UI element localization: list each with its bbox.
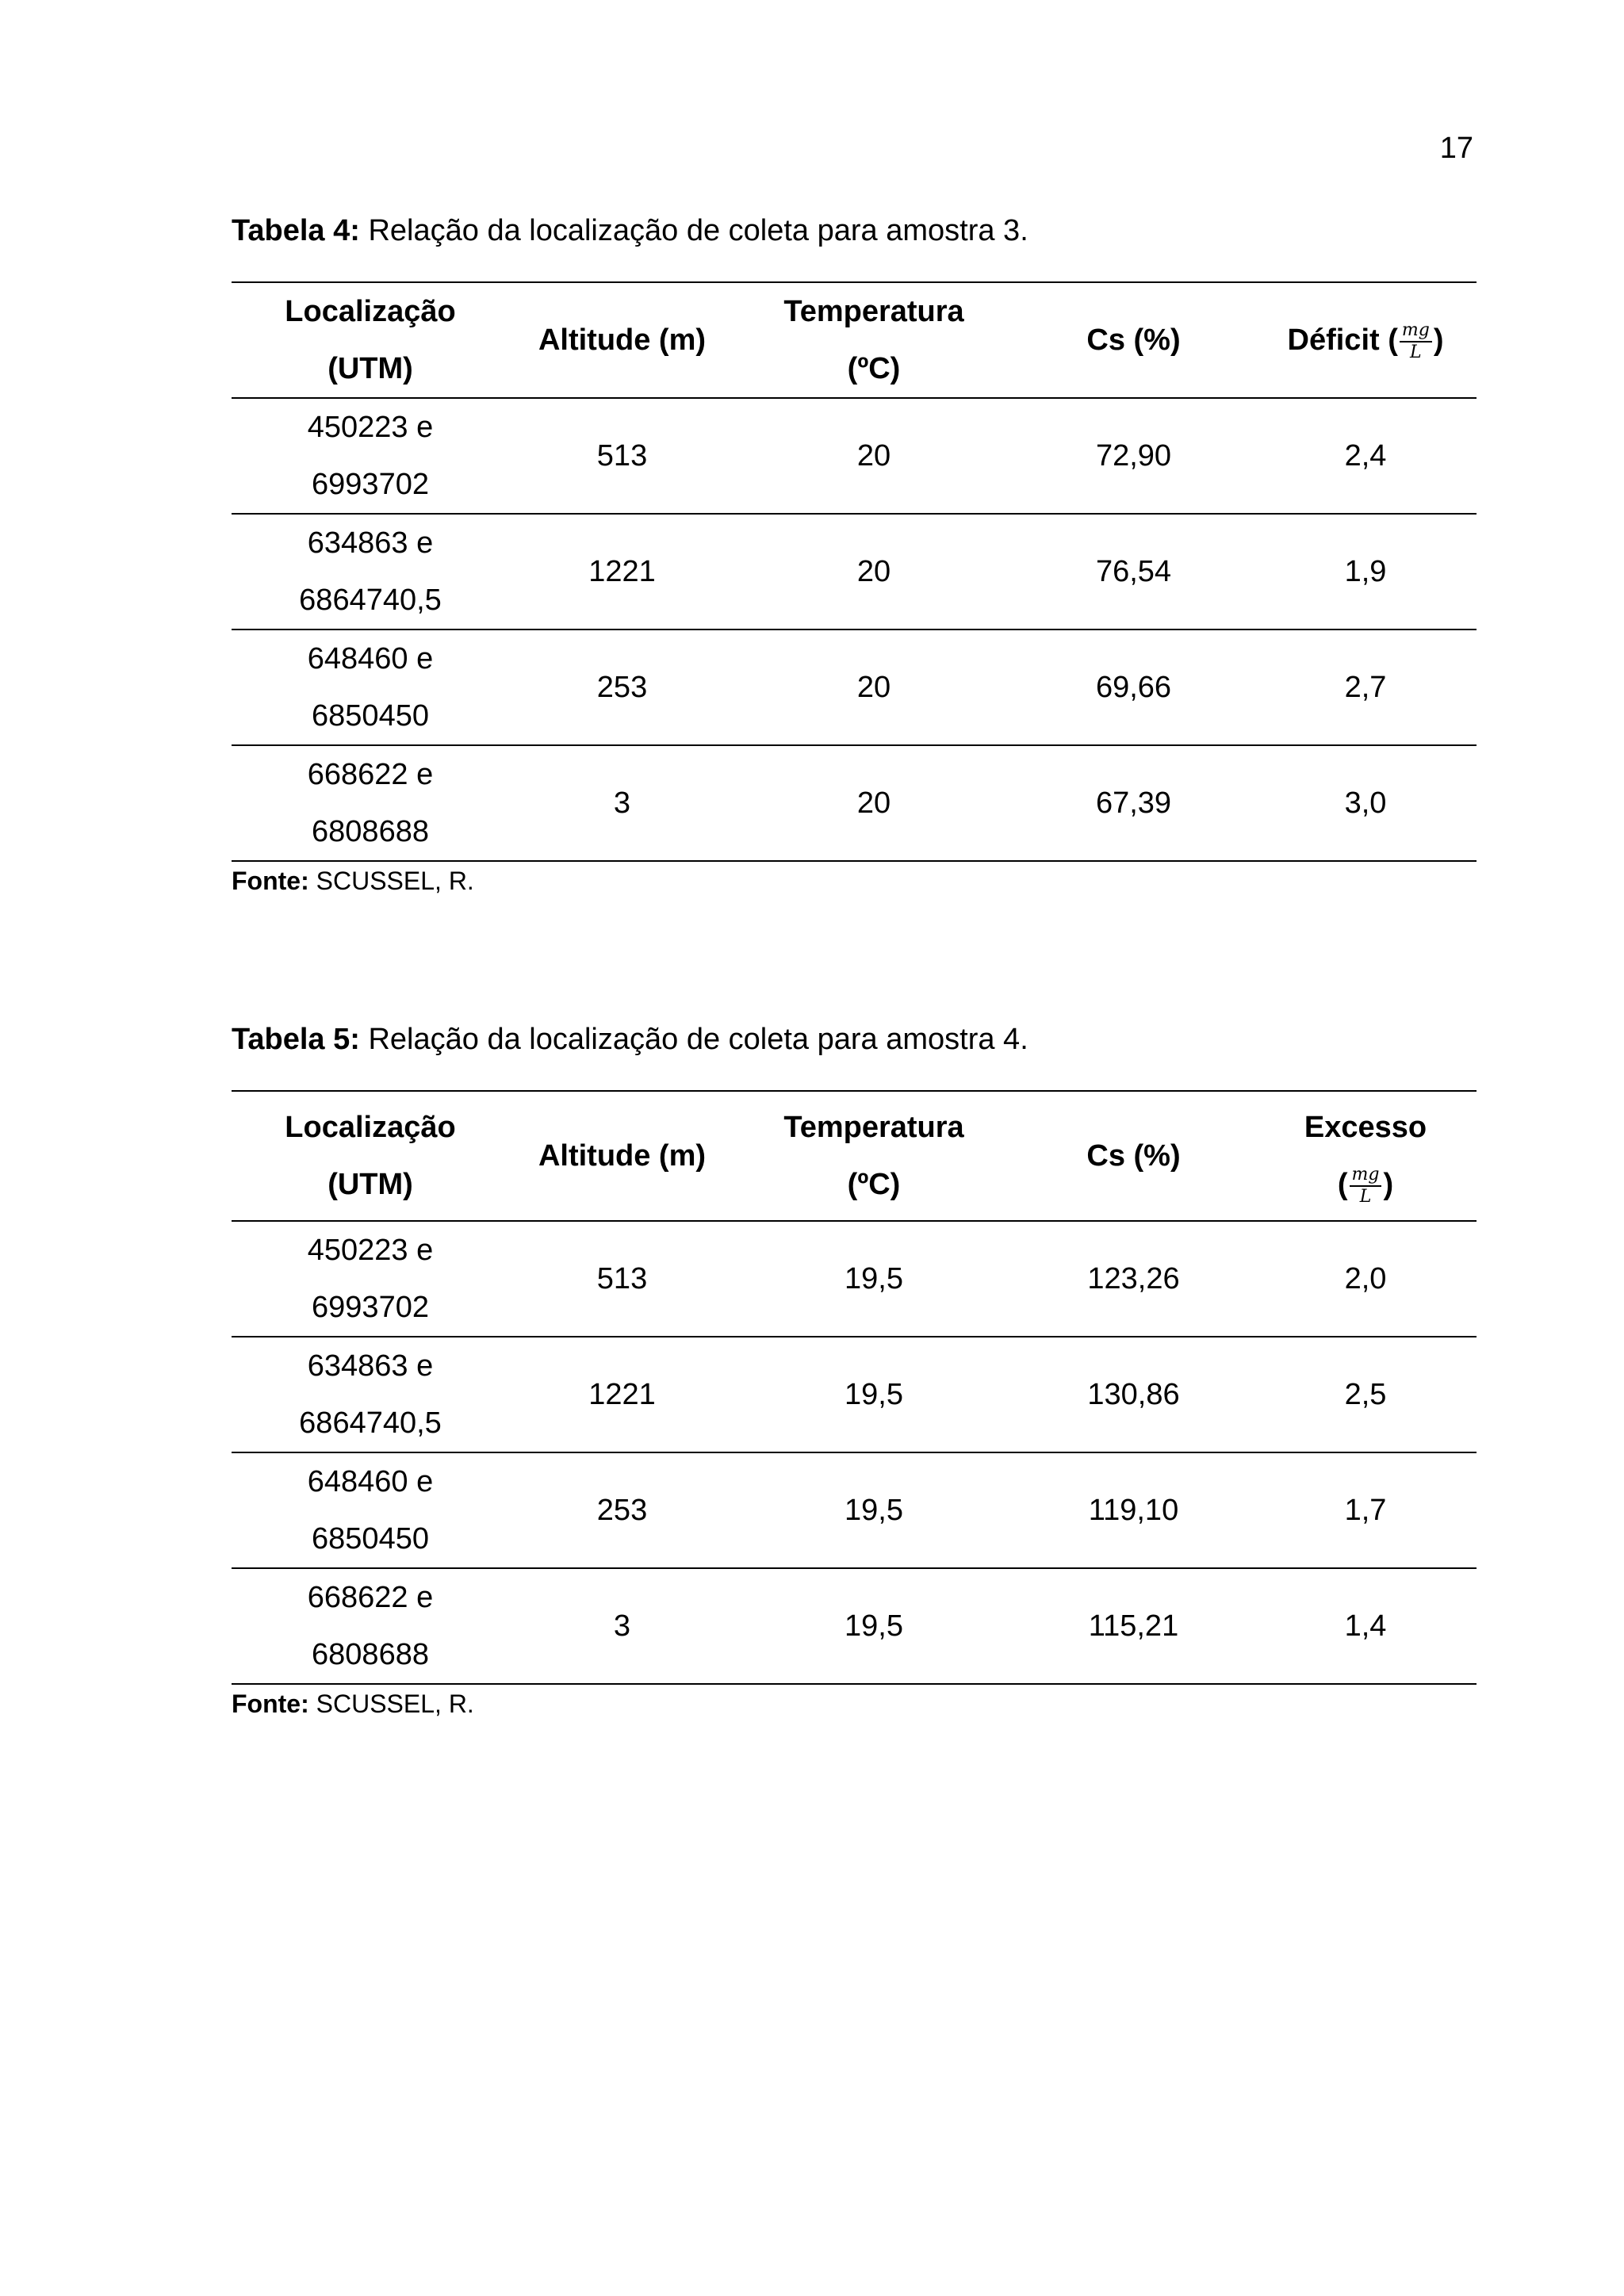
cell-deficit: 2,7 xyxy=(1254,629,1477,745)
cell-location: 668622 e 6808688 xyxy=(232,745,509,861)
cell-excess: 2,0 xyxy=(1254,1221,1477,1337)
table-5-block xyxy=(232,1024,1477,1716)
table-row xyxy=(232,629,1477,745)
unit-fraction: $\frac{mg}{L}$ xyxy=(1350,1166,1382,1206)
source-text: SCUSSEL, R. xyxy=(308,1689,474,1718)
cell-deficit: 1,9 xyxy=(1254,514,1477,629)
header-cs: Cs (%) xyxy=(1013,282,1254,398)
cell-temperature: 20 xyxy=(735,629,1013,745)
unit-fraction: $\frac{mg}{L}$ xyxy=(1400,322,1432,362)
cell-cs: 123,26 xyxy=(1013,1221,1254,1337)
cell-excess: 1,7 xyxy=(1254,1452,1477,1568)
source-label: Fonte: xyxy=(232,867,309,895)
table-4-caption-label: Tabela 4: xyxy=(232,214,360,247)
table-header-row xyxy=(232,1091,1477,1221)
cell-cs: 72,90 xyxy=(1013,398,1254,514)
cell-excess: 1,4 xyxy=(1254,1568,1477,1684)
source-text: SCUSSEL, R. xyxy=(308,867,474,895)
table-row xyxy=(232,1221,1477,1337)
table-header-row xyxy=(232,282,1477,398)
page-number: 17 xyxy=(1439,132,1473,165)
header-altitude: Altitude (m) xyxy=(509,1091,735,1221)
cell-location: 450223 e 6993702 xyxy=(232,1221,509,1337)
cell-altitude: 513 xyxy=(509,398,735,514)
table-5-source xyxy=(232,1691,1477,1716)
cell-temperature: 19,5 xyxy=(735,1452,1013,1568)
cell-temperature: 20 xyxy=(735,398,1013,514)
table-row xyxy=(232,514,1477,629)
cell-altitude: 253 xyxy=(509,629,735,745)
cell-deficit: 3,0 xyxy=(1254,745,1477,861)
table-row xyxy=(232,398,1477,514)
cell-excess: 2,5 xyxy=(1254,1337,1477,1452)
cell-altitude: 1221 xyxy=(509,1337,735,1452)
table-row xyxy=(232,745,1477,861)
cell-temperature: 19,5 xyxy=(735,1221,1013,1337)
cell-cs: 76,54 xyxy=(1013,514,1254,629)
cell-location: 648460 e 6850450 xyxy=(232,1452,509,1568)
cell-location: 668622 e 6808688 xyxy=(232,1568,509,1684)
cell-cs: 69,66 xyxy=(1013,629,1254,745)
table-4-source xyxy=(232,868,1477,894)
cell-cs: 115,21 xyxy=(1013,1568,1254,1684)
cell-location: 634863 e 6864740,5 xyxy=(232,514,509,629)
cell-altitude: 253 xyxy=(509,1452,735,1568)
cell-altitude: 3 xyxy=(509,745,735,861)
cell-altitude: 1221 xyxy=(509,514,735,629)
table-5-caption-text: Relação da localização de coleta para amostra 4. xyxy=(359,1023,1028,1056)
header-location: Localização (UTM) xyxy=(232,282,509,398)
table-4-block xyxy=(232,216,1477,894)
cell-temperature: 20 xyxy=(735,514,1013,629)
table-row xyxy=(232,1452,1477,1568)
cell-location: 450223 e 6993702 xyxy=(232,398,509,514)
header-temperature: Temperatura (ºC) xyxy=(735,282,1013,398)
table-5-caption-label: Tabela 5: xyxy=(232,1023,360,1056)
table-4-caption xyxy=(232,216,1477,246)
cell-temperature: 19,5 xyxy=(735,1568,1013,1684)
header-location: Localização (UTM) xyxy=(232,1091,509,1221)
header-temperature: Temperatura (ºC) xyxy=(735,1091,1013,1221)
table-row xyxy=(232,1568,1477,1684)
source-label: Fonte: xyxy=(232,1689,309,1718)
cell-deficit: 2,4 xyxy=(1254,398,1477,514)
cell-altitude: 513 xyxy=(509,1221,735,1337)
header-cs: Cs (%) xyxy=(1013,1091,1254,1221)
cell-temperature: 20 xyxy=(735,745,1013,861)
cell-cs: 130,86 xyxy=(1013,1337,1254,1452)
table-4 xyxy=(232,281,1477,862)
header-altitude: Altitude (m) xyxy=(509,282,735,398)
header-excess: Excesso ( $\frac{mg}{L}$ ) xyxy=(1254,1091,1477,1221)
cell-temperature: 19,5 xyxy=(735,1337,1013,1452)
header-deficit: Déficit ( $\frac{mg}{L}$ ) xyxy=(1254,282,1477,398)
table-5-caption xyxy=(232,1024,1477,1054)
cell-cs: 67,39 xyxy=(1013,745,1254,861)
cell-altitude: 3 xyxy=(509,1568,735,1684)
table-row xyxy=(232,1337,1477,1452)
cell-cs: 119,10 xyxy=(1013,1452,1254,1568)
cell-location: 648460 e 6850450 xyxy=(232,629,509,745)
table-5 xyxy=(232,1090,1477,1685)
cell-location: 634863 e 6864740,5 xyxy=(232,1337,509,1452)
table-4-caption-text: Relação da localização de coleta para amostra 3. xyxy=(359,214,1028,247)
